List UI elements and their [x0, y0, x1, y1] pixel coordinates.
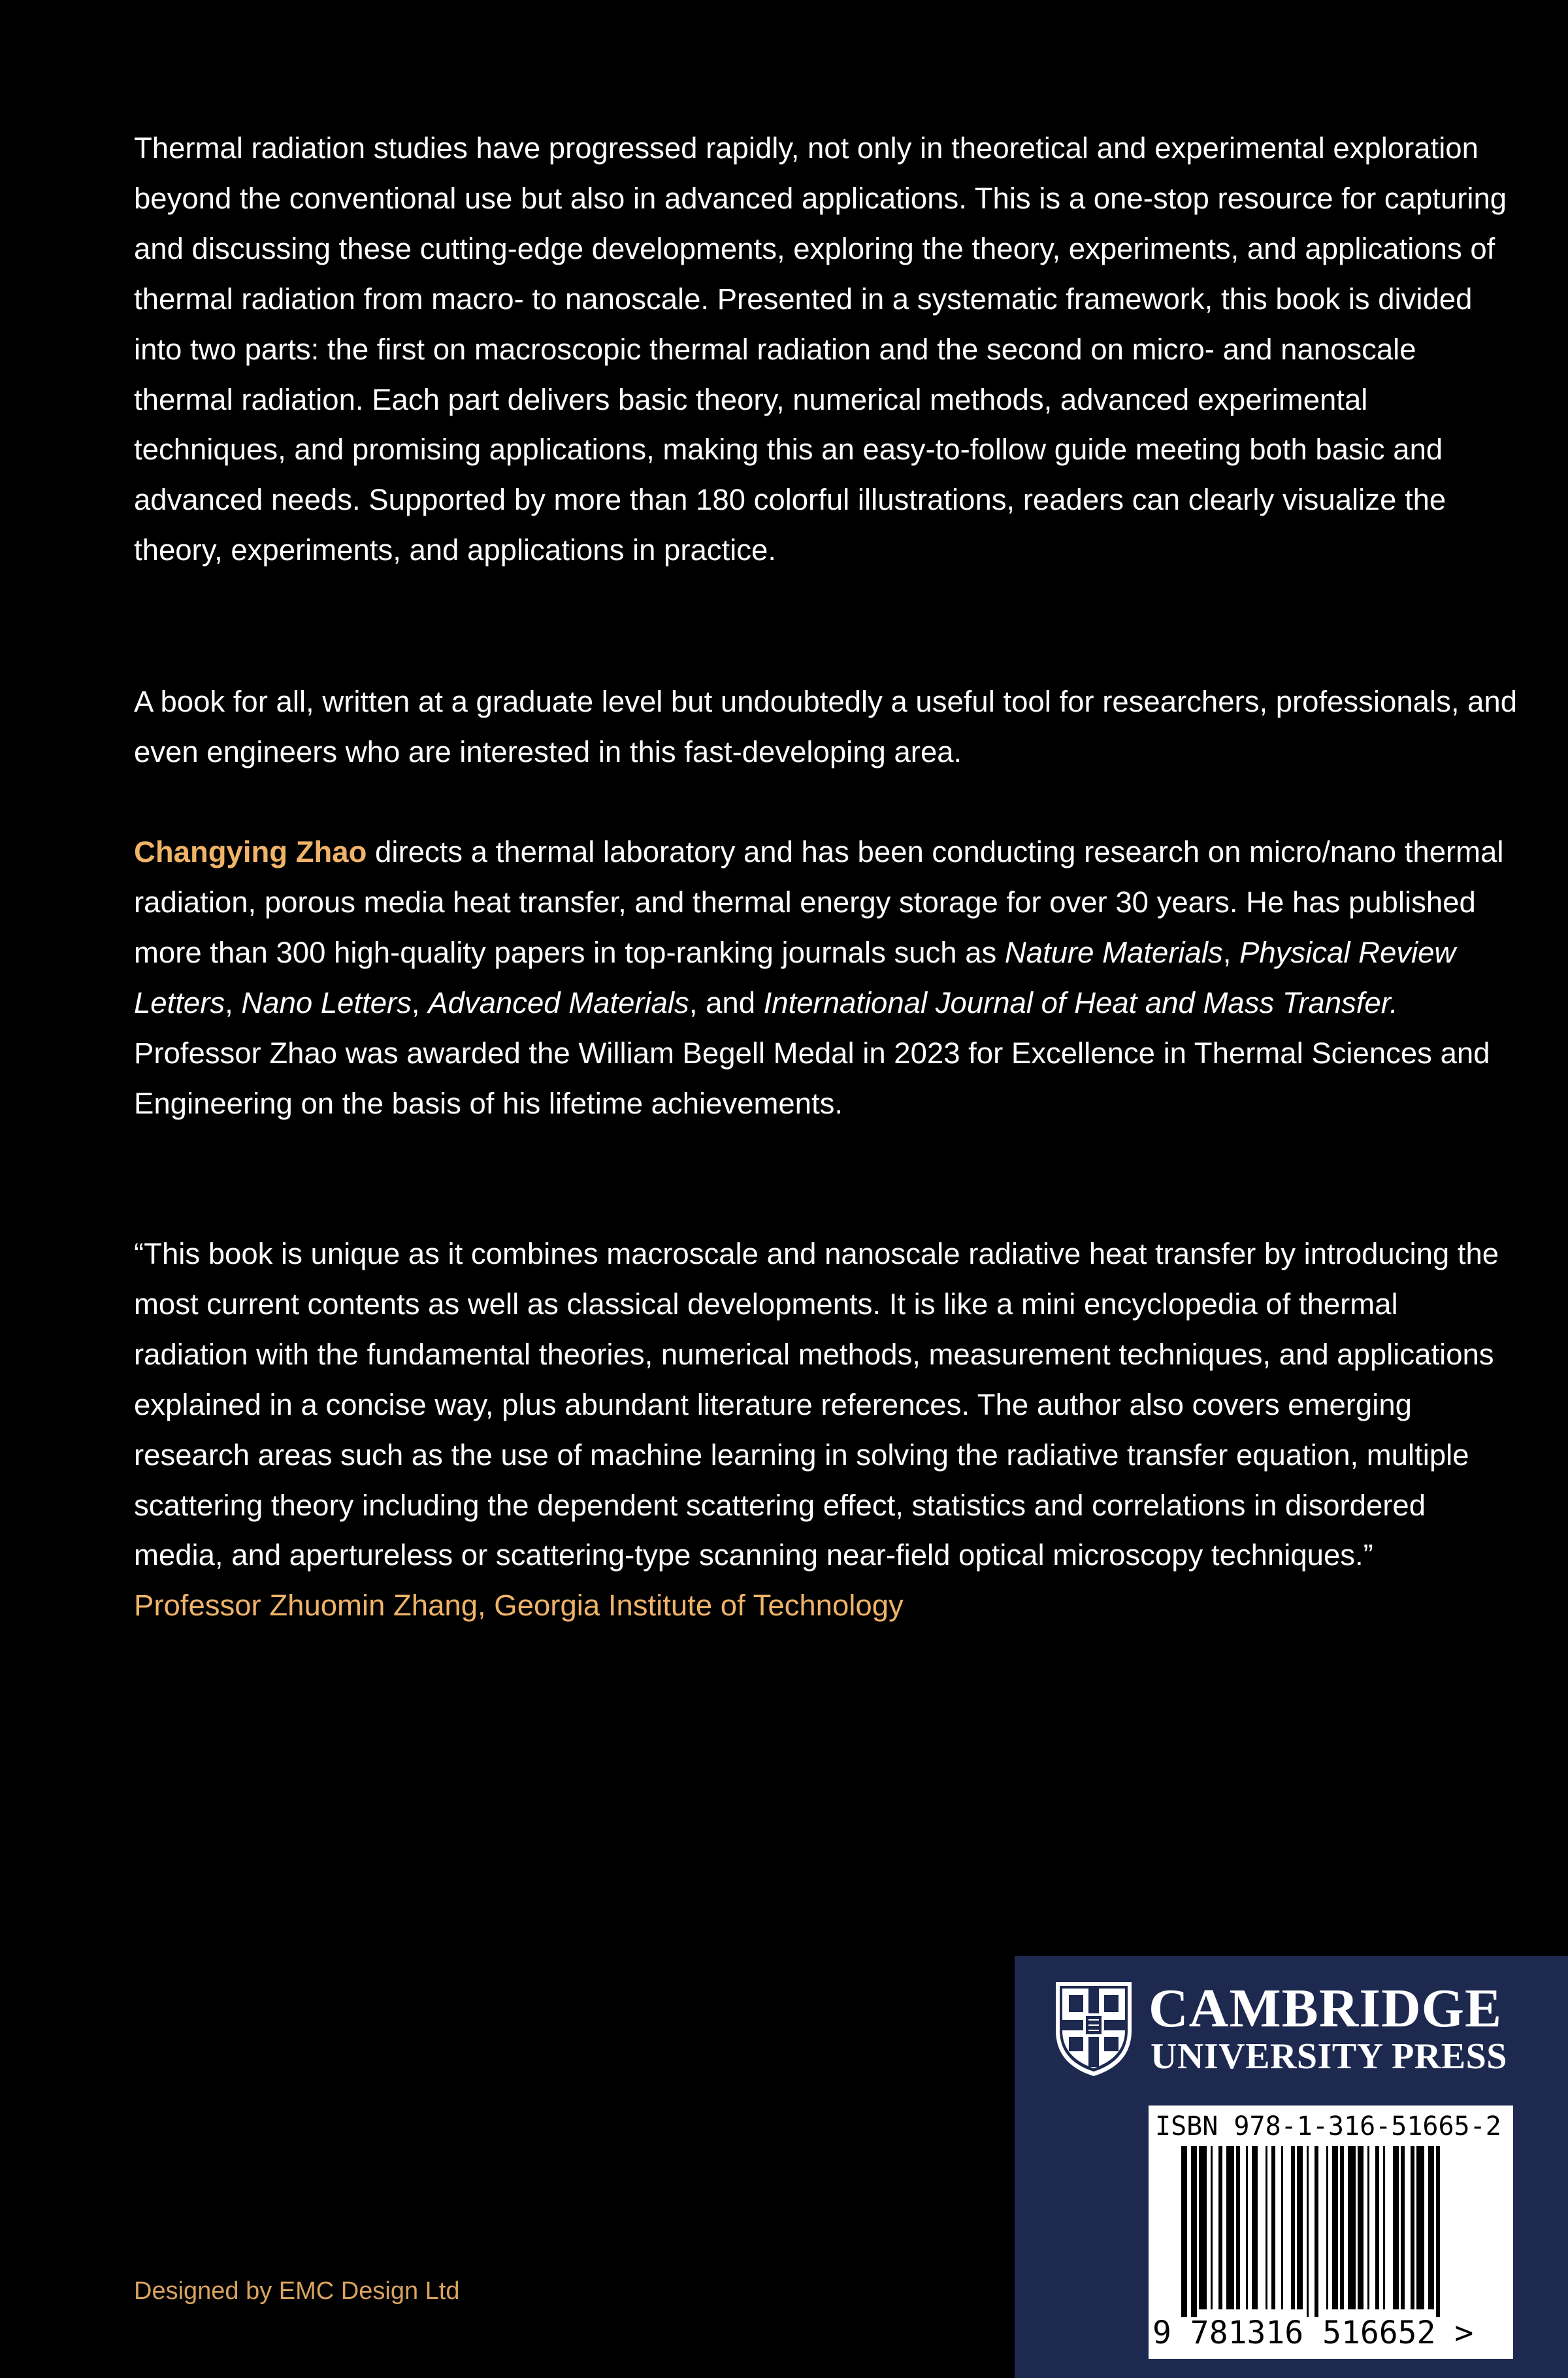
barcode-bar: [1367, 2146, 1369, 2309]
publisher-name: CAMBRIDGE: [1149, 1978, 1503, 2039]
journal-name: Nature Materials: [1004, 935, 1223, 969]
barcode-bar: [1375, 2146, 1379, 2309]
endorsement-attribution: Professor Zhuomin Zhang, Georgia Institute of Technology: [134, 1589, 904, 1623]
barcode-bar: [1332, 2146, 1338, 2309]
separator: ,: [411, 985, 429, 1019]
barcode-bar: [1307, 2146, 1309, 2317]
barcode-bar: [1383, 2146, 1385, 2309]
barcode-bar: [1297, 2146, 1303, 2309]
barcode-bar: [1271, 2146, 1275, 2309]
barcode-bar: [1291, 2146, 1295, 2309]
designer-credit: Designed by EMC Design Ltd: [134, 2277, 460, 2305]
barcode-bar: [1393, 2146, 1399, 2309]
publisher-subtitle: UNIVERSITY PRESS: [1151, 2036, 1507, 2077]
barcode-bar: [1181, 2146, 1187, 2317]
separator: ,: [1222, 935, 1240, 969]
blurb-paragraph: Thermal radiation studies have progressed rapidly, not only in theoretical and experimental exploration beyond the conventional use but also in advanced applications. This is a one-stop resource for capturing and discussing these cutting-edge developments, exploring the theory, experiments, and applications of thermal radiation from macro- to nanoscale. Presented in a systematic framework, this book is divided into two parts: the first on macroscopic thermal radiation and the second on micro- and nanoscale thermal radiation. Each part delivers basic theory, numerical methods, advanced experimental techniques, and promising applications, making this an easy-to-follow guide meeting both basic and advanced needs. Supported by more than 180 colorful illustrations, readers can clearly visualize the theory, experiments, and applications in practice.: [134, 131, 1507, 567]
barcode-bar: [1218, 2146, 1222, 2309]
barcode-bar: [1428, 2146, 1434, 2309]
barcode-bar: [1401, 2146, 1405, 2309]
barcode-bar: [1226, 2146, 1234, 2309]
publisher-panel: [1015, 1956, 1568, 2378]
barcode-bar: [1411, 2146, 1414, 2309]
journal-name: Physical Review Letters: [134, 935, 1456, 1019]
university-crest-icon: [1052, 1979, 1135, 2077]
barcode-bar: [1191, 2146, 1197, 2317]
barcode-bar: [1281, 2146, 1283, 2309]
author-bio: [134, 827, 1519, 1129]
barcode-bar: [1315, 2146, 1318, 2317]
audience-paragraph: A book for all, written at a graduate level but undoubtedly a useful tool for researchers, professionals, and even engineers who are interested in this fast-developing area.: [134, 685, 1518, 768]
barcode-bar: [1436, 2146, 1440, 2317]
separator: ,: [225, 985, 242, 1019]
author-bio-text: Professor Zhao was awarded the William Begell Medal in 2023 for Excellence in Thermal Sciences and Engineering on the basis of his lifetime achievements.: [134, 1036, 1490, 1120]
barcode-bar: [1199, 2146, 1207, 2309]
journal-name: Nano Letters: [241, 985, 412, 1019]
barcode-digits: 9 781316 516652 >: [1152, 2315, 1474, 2351]
barcode-bar: [1236, 2146, 1240, 2309]
barcode-bar: [1326, 2146, 1328, 2309]
barcode-bar: [1246, 2146, 1248, 2309]
barcode-bar: [1416, 2146, 1424, 2309]
isbn-barcode: [1149, 2106, 1513, 2359]
isbn-label: ISBN 978-1-316-51665-2: [1155, 2111, 1501, 2141]
barcode-bar: [1340, 2146, 1344, 2309]
barcode-bar: [1211, 2146, 1213, 2309]
separator: , and: [689, 985, 764, 1019]
barcode-bar: [1358, 2146, 1364, 2309]
quote-text: “This book is unique as it combines macroscale and nanoscale radiative heat transfer by introducing the most current contents as well as classical developments. It is like a mini encyclopedia of thermal radiation with the fundamental theories, numerical methods, measurement techniques, and applications explained in a concise way, plus abundant literature references. The author also covers emerging research areas such as the use of machine learning in solving the radiative transfer equation, multiple scattering theory including the dependent scattering effect, statistics and correlations in disordered media, and apertureless or scattering-type scanning near-field optical microscopy techniques.”: [134, 1237, 1499, 1572]
journal-name: International Journal of Heat and Mass Transfer.: [763, 985, 1398, 1019]
journal-name: Advanced Materials: [428, 985, 689, 1019]
author-name: Changying Zhao: [134, 835, 367, 868]
endorsement-quote: [134, 1229, 1519, 1631]
barcode-bar: [1266, 2146, 1267, 2309]
barcode-bar: [1348, 2146, 1356, 2309]
barcode-bar: [1252, 2146, 1258, 2309]
barcode-bars: [1155, 2146, 1507, 2317]
author-bio-text: directs a thermal laboratory and has been conducting research on micro/nano thermal radiation, porous media heat transfer, and thermal energy storage for over 30 years. He has published more than 300 high-quality papers in top-ranking journals such as: [134, 835, 1504, 969]
